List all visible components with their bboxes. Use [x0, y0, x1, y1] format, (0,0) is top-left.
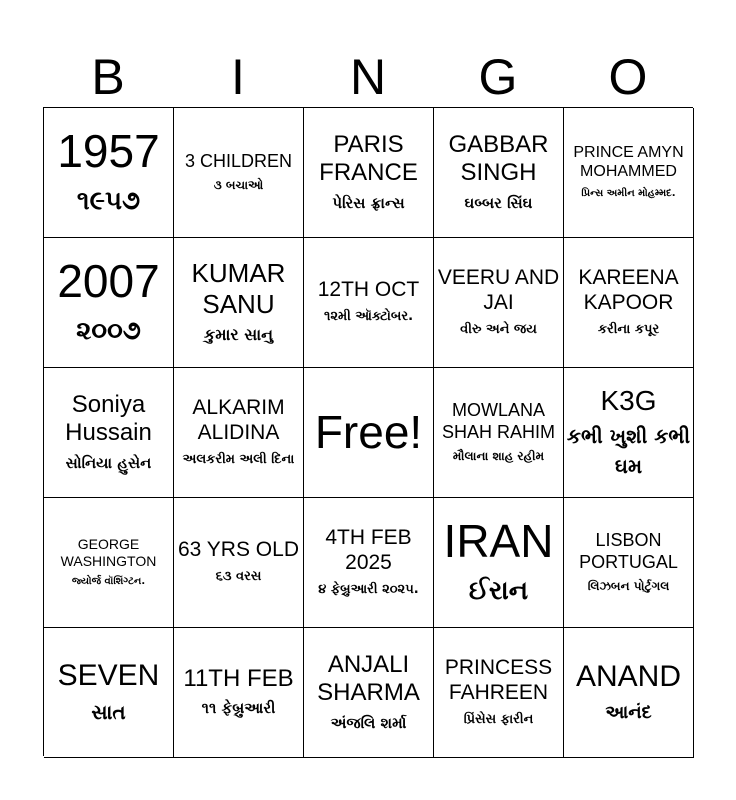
- cell-gujarati-text: અલકરીમ અલી દિના: [182, 451, 295, 467]
- bingo-cell[interactable]: [44, 368, 174, 498]
- free-space-label: Free!: [314, 406, 423, 459]
- header-letter-n: N: [349, 49, 387, 105]
- cell-english-text: 1957: [57, 124, 160, 177]
- bingo-cell[interactable]: [174, 368, 304, 498]
- bingo-cell[interactable]: [304, 498, 434, 628]
- cell-gujarati-text: પેરિસ ફ્રાન્સ: [332, 193, 405, 212]
- bingo-cell[interactable]: [434, 628, 564, 758]
- cell-english-text: LISBON PORTUGAL: [579, 530, 678, 572]
- bingo-cell[interactable]: [564, 628, 694, 758]
- bingo-cell[interactable]: [304, 238, 434, 368]
- bingo-cell[interactable]: [434, 108, 564, 238]
- header-letter-o: O: [608, 49, 648, 105]
- cell-english-text: KAREENA KAPOOR: [578, 265, 679, 314]
- cell-english-text: ANJALI SHARMA: [317, 650, 420, 707]
- cell-gujarati-text: ૪ ફેબ્રુઆરી ૨૦૨૫.: [318, 581, 419, 597]
- cell-gujarati-text: આનંદ: [605, 701, 652, 723]
- bingo-cell[interactable]: [564, 108, 694, 238]
- cell-gujarati-text: ઘબ્બર સિંઘ: [464, 193, 533, 212]
- header-letter-g: G: [478, 49, 518, 105]
- bingo-cell[interactable]: [304, 628, 434, 758]
- cell-english-text: K3G: [600, 384, 657, 416]
- cell-english-text: PRINCE AMYN MOHAMMED: [573, 144, 684, 180]
- cell-gujarati-text: પ્રિંસેસ ફારીન: [463, 711, 534, 727]
- cell-gujarati-text: ઈરાન: [468, 576, 529, 607]
- bingo-cell[interactable]: [174, 238, 304, 368]
- cell-english-text: Soniya Hussain: [65, 390, 152, 447]
- bingo-cell[interactable]: [174, 628, 304, 758]
- cell-gujarati-text: ૬૩ વરસ: [215, 569, 262, 585]
- cell-gujarati-text: કુમાર સાનુ: [203, 325, 274, 345]
- cell-gujarati-text: અંજલિ શર્મા: [330, 713, 407, 732]
- cell-gujarati-text: પ્રિન્સ અમીન મોહમ્મદ.: [581, 187, 676, 199]
- bingo-cell[interactable]: [44, 238, 174, 368]
- cell-english-text: GABBAR SINGH: [448, 130, 549, 187]
- cell-gujarati-text: ૧૧ ફેબ્રુઆરી: [201, 699, 276, 718]
- bingo-cell[interactable]: [564, 368, 694, 498]
- cell-english-text: KUMAR SANU: [191, 257, 286, 319]
- cell-gujarati-text: ૩ બચાઓ: [213, 178, 264, 193]
- bingo-cell[interactable]: [174, 108, 304, 238]
- header-letter-i: I: [231, 49, 245, 105]
- cell-english-text: PRINCESS FAHREEN: [444, 655, 553, 704]
- cell-gujarati-text: ૨૦૦૭: [76, 316, 141, 347]
- cell-english-text: MOWLANA SHAH RAHIM: [441, 400, 555, 442]
- cell-english-text: PARIS FRANCE: [319, 130, 418, 187]
- cell-english-text: VEERU AND JAI: [437, 265, 560, 314]
- cell-english-text: ALKARIM ALIDINA: [192, 395, 285, 444]
- bingo-cell[interactable]: [434, 368, 564, 498]
- cell-gujarati-text: જ્યોર્જ વૉશિંગ્ટન.: [71, 575, 146, 587]
- cell-gujarati-text: ૧૨મી ઑક્ટોબર.: [323, 309, 414, 325]
- bingo-cell[interactable]: [564, 238, 694, 368]
- cell-gujarati-text: સોનિયા હુસેન: [65, 453, 152, 472]
- bingo-cell[interactable]: [44, 108, 174, 238]
- cell-english-text: ANAND: [575, 660, 681, 694]
- free-space-cell[interactable]: [304, 368, 434, 498]
- bingo-card-grid: [43, 107, 693, 756]
- cell-english-text: SEVEN: [57, 658, 160, 692]
- cell-english-text: IRAN: [443, 514, 554, 567]
- bingo-cell[interactable]: [434, 498, 564, 628]
- bingo-cell[interactable]: [174, 498, 304, 628]
- bingo-cell[interactable]: [564, 498, 694, 628]
- bingo-cell[interactable]: [44, 498, 174, 628]
- cell-gujarati-text: કરીના કપૂર: [597, 321, 660, 337]
- cell-english-text: 2007: [57, 254, 160, 307]
- bingo-cell[interactable]: [44, 628, 174, 758]
- cell-english-text: 63 YRS OLD: [177, 538, 299, 562]
- cell-english-text: 11TH FEB: [183, 665, 294, 693]
- cell-english-text: GEORGE WASHINGTON: [60, 536, 157, 569]
- cell-gujarati-text: વીરુ અને જય: [460, 321, 537, 337]
- bingo-cell[interactable]: [304, 108, 434, 238]
- header-letter-b: B: [91, 49, 125, 105]
- cell-gujarati-text: કભી ખુશી કભી ઘમ: [566, 424, 691, 479]
- bingo-cell[interactable]: [434, 238, 564, 368]
- cell-english-text: 4TH FEB 2025: [325, 525, 412, 574]
- cell-gujarati-text: મૌલાના શાહ રહીમ: [452, 448, 545, 463]
- cell-gujarati-text: લિઝબન પોર્ટુગલ: [587, 578, 670, 593]
- cell-gujarati-text: ૧૯૫૭: [76, 186, 141, 217]
- cell-gujarati-text: સાત: [91, 700, 126, 725]
- bingo-header: [43, 50, 693, 104]
- cell-english-text: 12TH OCT: [317, 278, 420, 302]
- cell-english-text: 3 CHILDREN: [184, 150, 293, 171]
